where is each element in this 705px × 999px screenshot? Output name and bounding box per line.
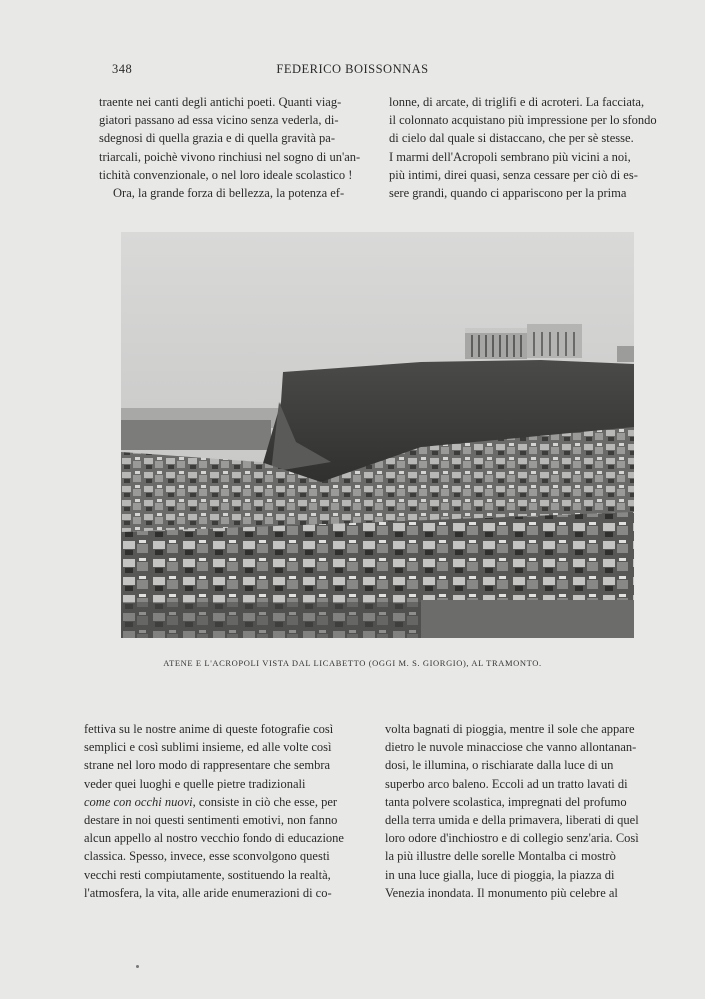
text-line: lonne, di arcate, di triglifi e di acroteri. La facciata, <box>389 95 645 109</box>
text-line: strane nel loro modo di rappresentare che sembra <box>84 758 331 773</box>
text-line: superbo arco baleno. Eccoli ad un tratto lavati di <box>385 776 628 791</box>
running-head: FEDERICO BOISSONNAS <box>276 62 429 76</box>
italic-phrase: come con occhi nuovi <box>84 794 193 809</box>
top-left-column <box>99 93 372 202</box>
text-fragment: , consiste in ciò che esse, per <box>192 794 338 809</box>
photo-illustration <box>121 232 634 638</box>
text-line: della terra umida e della primavera, liberati di quel <box>385 813 639 828</box>
text-line: dietro le nuvole minacciose che vanno allontanan- <box>385 740 637 755</box>
text-line: tanta polvere scolastica, impregnati del profumo <box>385 794 627 809</box>
paper-speck <box>136 965 139 968</box>
bottom-right-column <box>385 720 663 902</box>
text-line: Venezia inondata. Il monumento più celebre al <box>385 885 618 900</box>
text-line: sdegnosi di quella grazia e di quella gravità pa- <box>99 131 336 146</box>
acropolis-photograph <box>121 232 634 638</box>
text-line: semplici e così sublimi insieme, ed alle volte così <box>84 740 332 755</box>
text-line: I marmi dell'Acropoli sembrano più vicini a noi, <box>389 149 631 164</box>
text-line: volta bagnati di pioggia, mentre il sole che appare <box>385 722 635 736</box>
text-line: triarcali, poichè vivono rinchiusi nel sogno di un'an- <box>99 149 361 164</box>
text-line: Ora, la grande forza di bellezza, la potenza ef- <box>113 186 345 201</box>
text-line: fettiva su le nostre anime di queste fotografie così <box>84 722 334 736</box>
text-line: di cielo dal quale si distaccano, che per sè stesse. <box>389 131 634 146</box>
text-line: vecchi resti compiutamente, sostituendo la realtà, <box>84 867 331 882</box>
text-line <box>84 793 372 811</box>
text-line: alcun appello al nostro vecchio fondo di educazione <box>84 831 344 846</box>
top-right-column <box>389 93 664 202</box>
text-line: l'atmosfera, la vita, alle aride enumerazioni di co- <box>84 885 332 900</box>
text-line: sere grandi, quando ci appariscono per la prima <box>389 186 627 201</box>
text-line: traente nei canti degli antichi poeti. Quanti viag- <box>99 95 342 109</box>
text-line: in una luce gialla, luce di pioggia, la piazza di <box>385 867 615 882</box>
text-line: dosi, le illumina, o rischiarate dalla luce di un <box>385 758 614 773</box>
bottom-left-column <box>84 720 372 902</box>
page-header <box>0 62 705 80</box>
text-line: classica. Spesso, invece, esse sconvolgono questi <box>84 849 330 864</box>
text-line: la più illustre delle sorelle Montalba ci mostrò <box>385 849 616 864</box>
text-line: giatori passano ad essa vicino senza vederla, di- <box>99 113 339 128</box>
text-line: tichità convenzionale, o nel loro ideale scolastico ! <box>99 167 353 182</box>
page-number: 348 <box>112 62 133 76</box>
text-line: loro odore d'inchiostro e di collegio senz'aria. Così <box>385 831 639 846</box>
figure-caption: ATENE E L'ACROPOLI VISTA DAL LICABETTO (OGGI M. S. GIORGIO), AL TRAMONTO. <box>163 658 542 668</box>
text-line: veder quei luoghi e quelle pietre tradizionali <box>84 776 306 791</box>
text-line: più intimi, direi quasi, senza cessare per ciò di es- <box>389 167 638 182</box>
text-line: destare in noi questi sentimenti emotivi, non fanno <box>84 813 338 828</box>
text-line: il colonnato acquistano più impressione per lo sfondo <box>389 113 657 128</box>
